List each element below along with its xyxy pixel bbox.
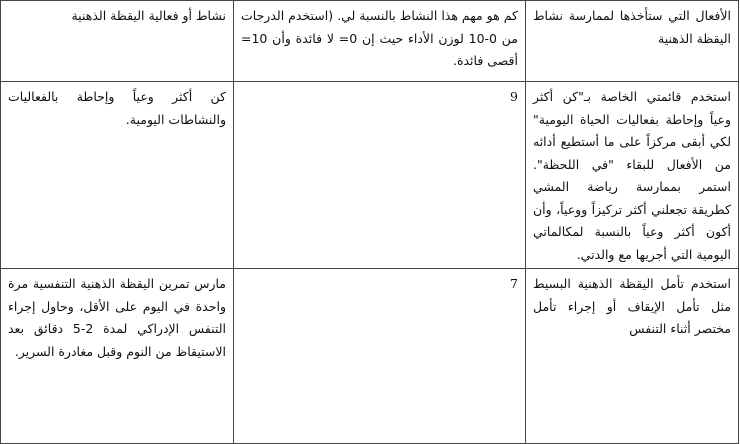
row-2-rating: 7 — [234, 269, 526, 444]
table-row — [1, 269, 739, 444]
row-1-rating: 9 — [234, 82, 526, 269]
table-row — [1, 82, 739, 269]
header-actions: الأفعال التي ستأخذها لممارسة نشاط اليقظة الذهنية — [526, 1, 739, 82]
header-importance-rating: كم هو مهم هذا النشاط بالنسبة لي. (استخدم الدرجات من 0-10 لوزن الأداء حيث إن 0= لا فائدة وأن 10= أقصى فائدة. — [234, 1, 526, 82]
row-1-action: استخدم قائمتي الخاصة بـ"كن أكثر وعياً وإحاطة بفعاليات الحياة اليومية" لكي أبقى مركزاً على ما أستطيع أدائه من الأفعال للبقاء "في اللحظة". استمر بممارسة رياضة المشي كطريقة تجعلني أكثر تركيزاً ووعياً، وأن أكون أكثر وعياً بالنسبة لمكالماتي اليومية التي أجريها مع والدتي. — [526, 82, 739, 269]
row-2-action: استخدم تأمل اليقظة الذهنية البسيط مثل تأمل الإيقاف أو إجراء تأمل مختصر أثناء التنفس — [526, 269, 739, 444]
row-1-activity: كن أكثر وعياً وإحاطة بالفعاليات والنشاطات اليومية. — [1, 82, 234, 269]
row-2-activity: مارس تمرين اليقظة الذهنية التنفسية مرة واحدة في اليوم على الأقل، وحاول إجراء التنفس الإدراكي لمدة 2-5 دقائق بعد الاستيقاظ من النوم وقبل مغادرة السرير. — [1, 269, 234, 444]
header-activity: نشاط أو فعالية اليقظة الذهنية — [1, 1, 234, 82]
table-header-row — [1, 1, 739, 82]
